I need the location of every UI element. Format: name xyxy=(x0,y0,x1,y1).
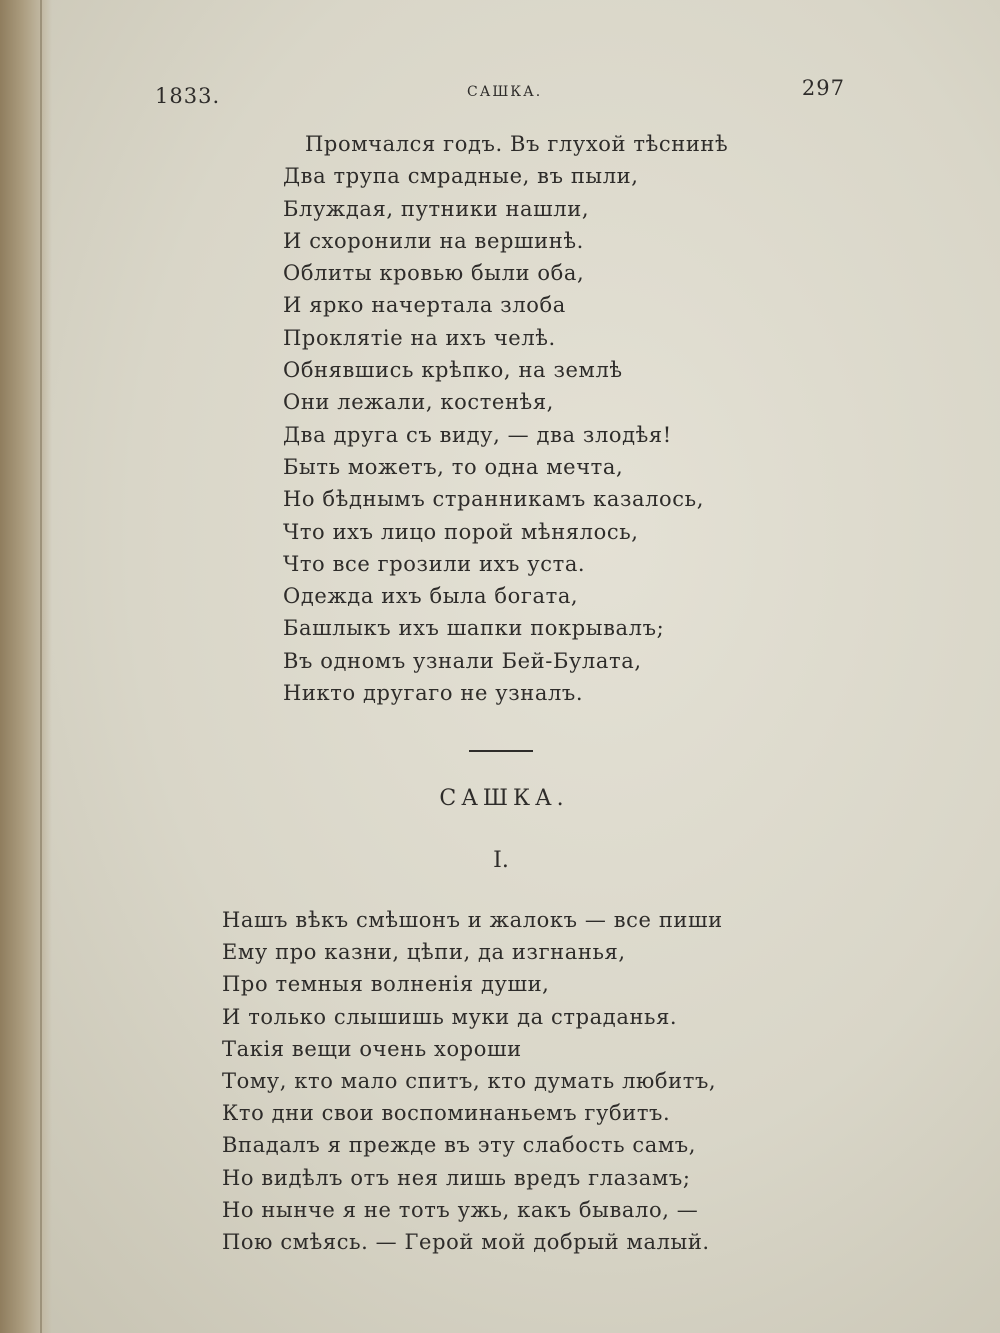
verse-line: Два друга съ виду, — два злодѣя! xyxy=(283,422,672,447)
verse-line: Впадалъ я прежде въ эту слабость самъ, xyxy=(222,1133,697,1158)
verse-line: Быть можетъ, то одна мечта, xyxy=(283,454,624,479)
verse-line: Обнявшись крѣпко, на землѣ xyxy=(283,358,623,383)
verse-line: Башлыкъ ихъ шапки покрывалъ; xyxy=(283,616,665,641)
verse-line: Облиты кровью были оба, xyxy=(283,261,585,286)
section-numeral: I. xyxy=(493,848,509,873)
verse-line: Пою смѣясь. — Герой мой добрый малый. xyxy=(222,1230,710,1255)
verse-line: Блуждая, путники нашли, xyxy=(283,196,590,221)
verse-line: Въ одномъ узнали Бей-Булата, xyxy=(283,648,642,673)
running-head xyxy=(155,76,845,112)
previous-poem-ending xyxy=(283,128,728,709)
section-divider xyxy=(469,750,533,752)
verse-line: Одежда ихъ была богата, xyxy=(283,584,579,609)
verse-line: Они лежали, костенѣя, xyxy=(283,390,554,415)
verse-line: Кто дни свои воспоминаньемъ губитъ. xyxy=(222,1101,671,1126)
verse-line: Но видѣлъ отъ нея лишь вредъ глазамъ; xyxy=(222,1165,691,1190)
page-number: 297 xyxy=(801,76,845,100)
verse-line: Что ихъ лицо порой мѣнялось, xyxy=(283,519,639,544)
verse-line: Нашъ вѣкъ смѣшонъ и жалокъ — все пиши xyxy=(222,908,723,932)
verse-line: Проклятіе на ихъ челѣ. xyxy=(283,325,556,350)
verse-line: Промчался годъ. Въ глухой тѣснинѣ xyxy=(305,132,729,156)
header-year: 1833. xyxy=(155,84,221,108)
verse-line: Но бѣднымъ странникамъ казалось, xyxy=(283,487,704,512)
poem-stanza xyxy=(222,904,723,1258)
verse-line: Такія вещи очень хороши xyxy=(222,1036,522,1061)
verse-line: И ярко начертала злоба xyxy=(283,293,566,318)
header-title: САШКА. xyxy=(467,84,543,100)
verse-line: Никто другаго не узналъ. xyxy=(283,681,584,706)
verse-line: Что все грозили ихъ уста. xyxy=(283,551,586,576)
verse-line: Тому, кто мало спитъ, кто думать любитъ, xyxy=(222,1069,717,1094)
verse-line: И только слышишь муки да страданья. xyxy=(222,1004,678,1029)
verse-line: Про темныя волненія души, xyxy=(222,972,550,997)
verse-line: И схоронили на вершинѣ. xyxy=(283,228,584,253)
poem-title: САШКА. xyxy=(439,786,569,811)
verse-line: Ему про казни, цѣпи, да изгнанья, xyxy=(222,940,626,965)
verse-line: Два трупа смрадные, въ пыли, xyxy=(283,164,639,189)
verse-line: Но нынче я не тотъ ужь, какъ бывало, — xyxy=(222,1197,699,1222)
